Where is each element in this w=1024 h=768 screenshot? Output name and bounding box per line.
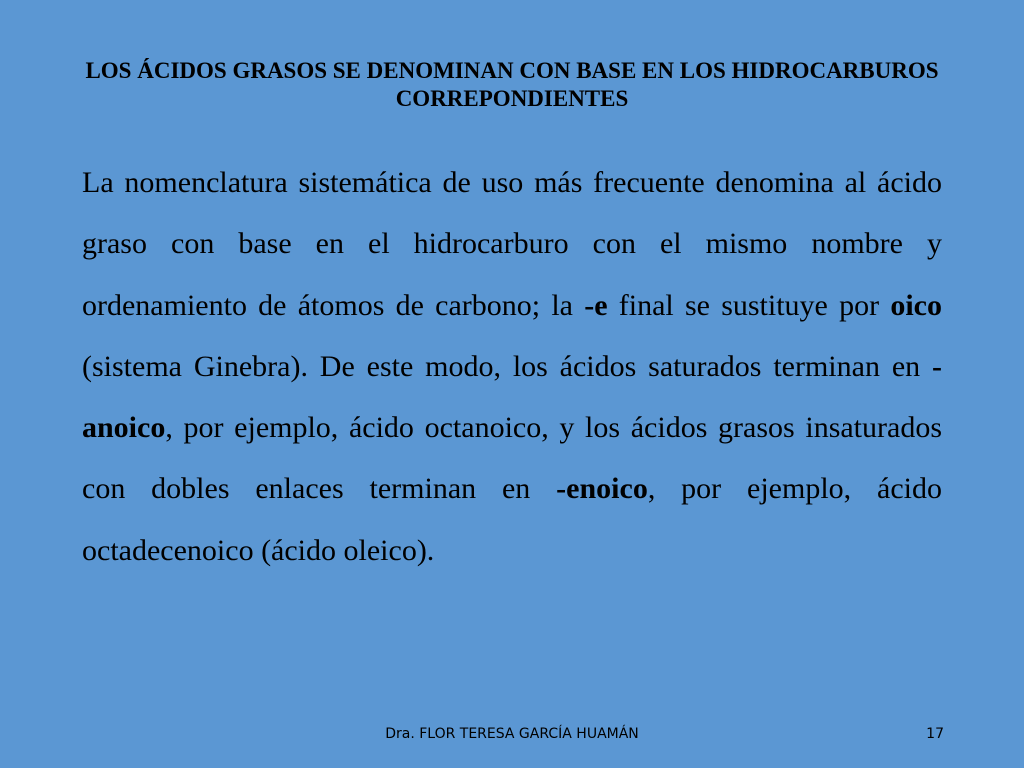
slide-footer [0, 724, 1024, 744]
slide-body-paragraph [82, 152, 942, 581]
body-bold-suffix-e: -e [584, 288, 608, 322]
body-bold-oico: oico [890, 288, 942, 322]
body-text-segment-2: final se sustituye por [607, 288, 891, 322]
footer-author: Dra. FLOR TERESA GARCÍA HUAMÁN [385, 726, 639, 742]
body-text-segment-5: , por ejemplo, ácido octadecenoico (ácido oleico). [82, 472, 942, 567]
body-bold-anoico: -anoico [82, 349, 942, 445]
page-number: 17 [926, 726, 944, 742]
body-text-segment-3: (sistema Ginebra). De este modo, los ácidos saturados terminan en [82, 349, 932, 383]
slide-title: LOS ÁCIDOS GRASOS SE DENOMINAN CON BASE EN LOS HIDROCARBUROS CORREPONDIENTES [85, 58, 939, 111]
body-text-segment-1: La nomenclatura sistemática de uso más frecuente denomina al ácido graso con base en el hidrocarburo con el mismo nombre y ordenamiento de átomos de carbono; la [82, 166, 942, 322]
body-bold-enoico: -enoico [556, 472, 648, 506]
body-text-segment-4: , por ejemplo, ácido octanoico, y los ácidos grasos insaturados con dobles enlaces terminan en [82, 411, 942, 506]
